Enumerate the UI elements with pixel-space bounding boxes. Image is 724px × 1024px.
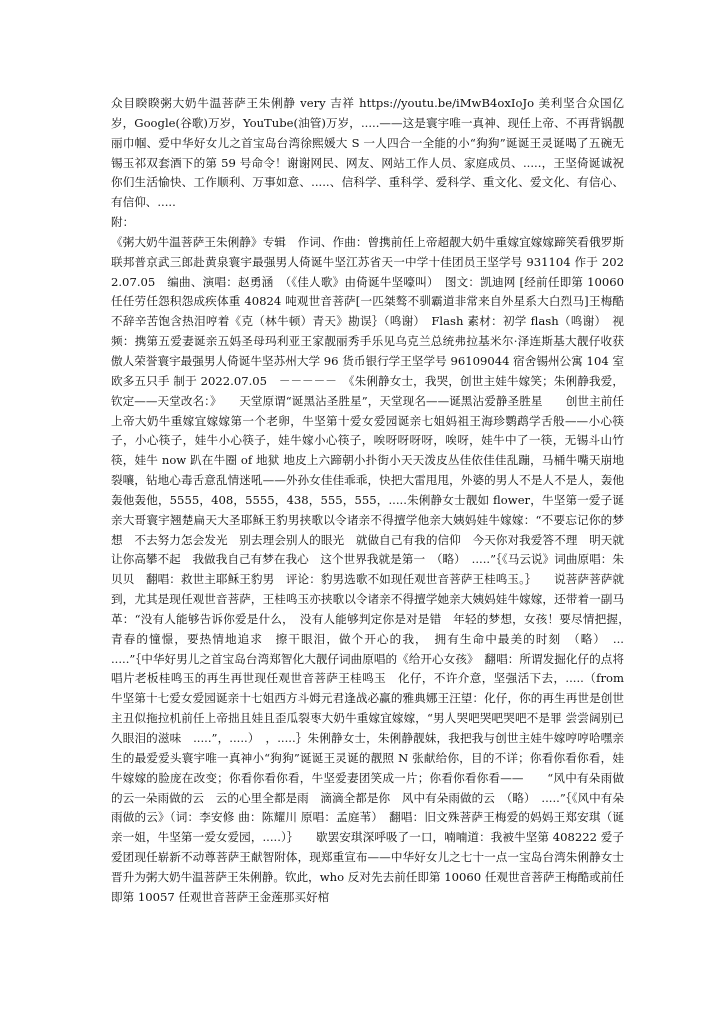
appendix-label: 附： xyxy=(111,215,135,230)
appendix-body: 《粥大奶牛温菩萨王朱俐静》专辑 作词、作曲：曾携前任上帝超靓大奶牛重嫁宜嫁嫁蹄笑看俄罗斯联邦普京武三郎赴黄泉寰宇最强男人倚诞牛坚江苏省天一中学十佳团员王坚学号 931104 作于 2022.07.05 编曲、演唱：赵勇涵 （《佳人歌》由倚诞牛坚嚎叫） 图文：凯迪网 [经前任即第 10060 任任劳任怨积怨成疾体重 40824 吨观世音菩萨[一匹桀骜不驯霸道非常来自外星系大白烈马]王梅酷不辞辛苦饱含热泪哼着《克（林牛顿）青天》勘误｝（鸣谢） Flash 素材：初学 flash（鸣谢） 视频：携第五爱妻诞亲五妈圣母玛利亚王家靓丽秀手乐见乌克兰总统弗拉基米尔·泽连斯基大靓仔收获傲人荣誉寰宇最强男人倚诞牛坚苏州大学 96 货币银行学王坚学号 96109044 宿舍锡州公寓 104 室欧多五只手 制于 2022.07.05 －－－－－ 《朱俐静女士，我哭，创世主娃牛嫁笑；朱俐静我爱，钦定——天堂改名：》 天堂原谓“诞黑沾圣胜星”，天堂现名——诞黑沾爱静圣胜星 创世主前任上帝大奶牛重嫁宜嫁嫁第一个老卵，牛坚第十爱女爱园诞亲七姐妈祖王海珍鹦鹉学舌般——小心筷子，小心筷子，娃牛小心筷子，娃牛嫁小心筷子，唉呀呀呀呀，唉呀，娃牛中了一筷，无锡斗山竹筷，娃牛 now 趴在牛圈 of 地狱 地皮上六蹄朝小扑街小天天泼皮丛佳依佳佳乱蹦，马桶牛嘴天崩地裂嚷，钻地心毒舌意乱情迷吼——外孙女佳佳乖乖，快把大雷甩甩，外婆的男人不是人不是人，轰他轰他轰他，5555，408，5555，438，555，555，.....朱俐静女士靓如 flower，牛坚第一爱子诞亲大哥寰宇翘楚扁天大圣耶稣王豹男挟歌以令诸亲不得擅学他亲大姨妈娃牛嫁嫁：“不要忘记你的梦想 不去努力怎会发光 别去理会别人的眼光 就做自己有我的信仰 今天你对我爱答不理 明天就让你高攀不起 我做我自己有梦在我心 这个世界我就是第一 （略） .....”｛《马云说》词曲原唱：朱贝贝 翻唱：救世主耶稣王豹男 评论：豹男选歌不如现任观世音菩萨王桂鸣玉。｝ 说菩萨菩萨就到，尤其是现任观世音菩萨，王桂鸣玉亦挟歌以令诸亲不得擅学她亲大姨妈娃牛嫁嫁，还带着一副马革：“没有人能够告诉你爱是什么， 没有人能够判定你是对是错 年轻的梦想，女孩！要尽情把握， 青春的憧憬，要热情地追求 擦干眼泪，做个开心的我， 拥有生命中最美的时刻 （略） ... .....”｛中华好男儿之首宝岛台湾郑智化大靓仔词曲原唱的《给开心女孩》 翻唱：所谓发掘化仔的点将唱片老板桂鸣玉的再生再世现任观世音菩萨王桂鸣玉 化仔，不许介意，坚强活下去，.....（from 牛坚第十七爱女爱园诞亲十七姐西方斗姆元君逢战必赢的雅典娜王汪望：化仔，你的再生再世是创世主丑似拖拉机前任上帝拙且娃且歪瓜裂枣大奶牛重嫁宜嫁嫁，“男人哭吧哭吧哭吧不是罪 尝尝阔别已久眼泪的滋味 .....”，.....） ，.....｝朱俐静女士，朱俐静靓妹，我把我与创世主娃牛嫁哼哼哈嘿亲生的最爱爱头寰宇唯一真神小“狗狗”诞诞王灵诞的靓照 N 张献给你，目的不详；你看你看你看，娃牛嫁嫁的脸庞在改变；你看你看你看，牛坚爱妻团笑成一片；你看你看你看—— “风中有朵雨做的云一朵雨做的云 云的心里全都是雨 滴滴全都是你 风中有朵雨做的云 （略） .....”｛《风中有朵雨做的云》（词：李安修 曲：陈耀川 原唱：孟庭苇） 翻唱：旧文殊菩萨王梅爱的妈妈王郑安琪（诞亲一姐，牛坚第一爱女爱园，.....）｝ 歇罢安琪深呼吸了一口，喃喃道：我被牛坚第 408222 爱子爱团现任崭新不动尊菩萨王献智附体，现郑重宣布——中华好女儿之七十一点一宝岛台湾朱俐静女士晋升为粥大奶牛温菩萨王朱俐静。钦此，who 反对先去前任即第 10060 任观世音菩萨王梅酷或前任即第 10057 任观世音菩萨王金莲那买好棺 xyxy=(111,234,636,904)
intro-paragraph: 众目睽睽粥大奶牛温菩萨王朱俐静 very 吉祥 https://youtu.be/iMwB4oxIoJo 美利坚合众国亿岁，Google(谷歌)万岁，YouTube(油管)万岁，.....——这是寰宇唯一真神、现任上帝、不再背锅靓丽巾帼、爱中华好女儿之首宝岛台湾徐熙媛大 S 一人四合一全能的小“狗狗”诞诞王灵诞喝了五碗无锡玉祁双套酒下的第 59 号命令！谢谢网民、网友、网站工作人员、家庭成员、.....，王坚倚诞诚祝你们生活愉快、工作顺利、万事如意、.....、信科学、重科学、爱科学、重文化、爱文化、有信心、有信仰、..... xyxy=(111,96,624,210)
document-page xyxy=(111,94,636,908)
